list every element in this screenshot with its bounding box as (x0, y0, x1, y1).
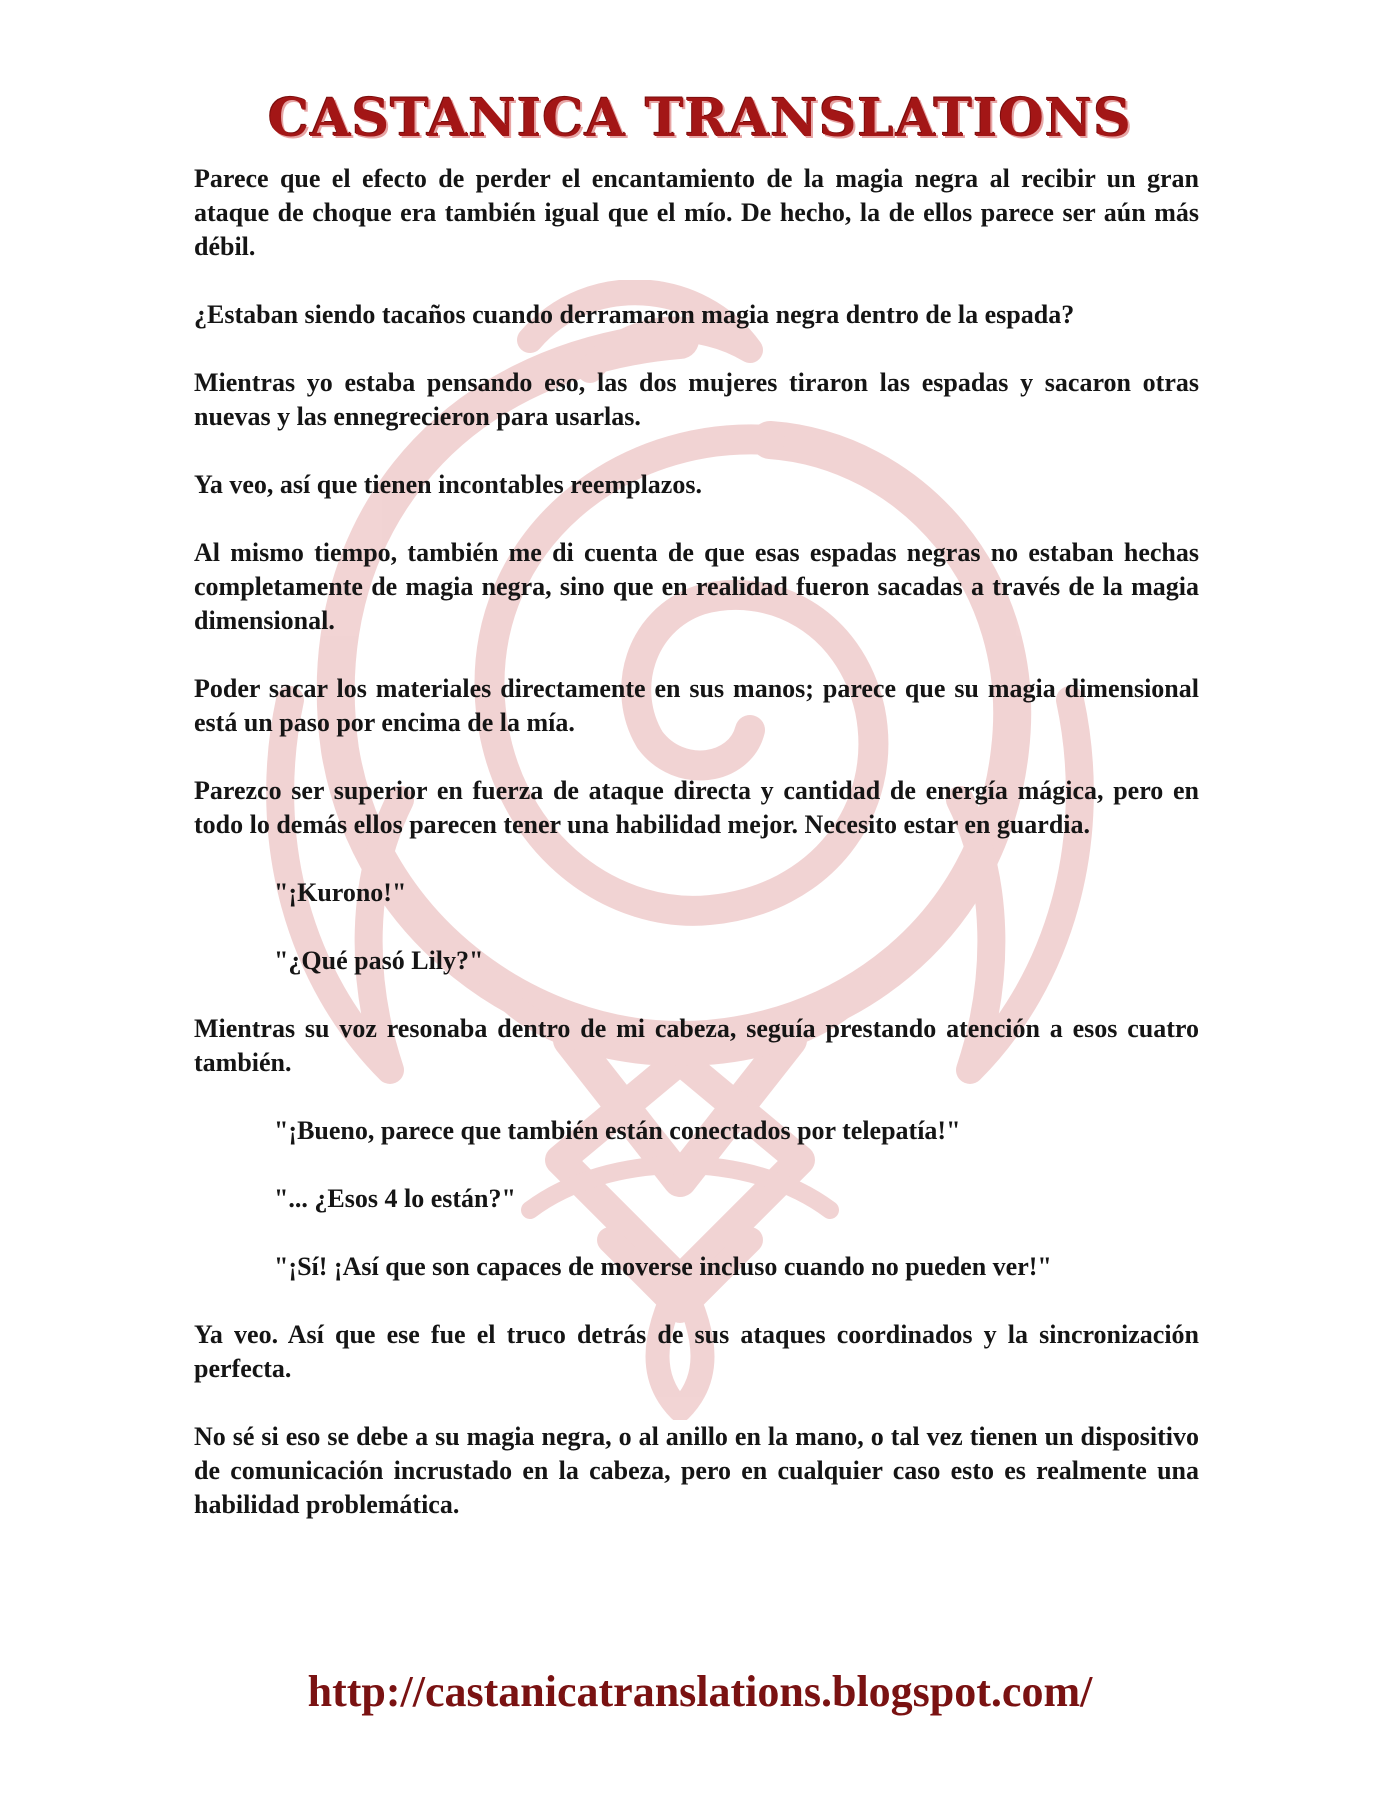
dialogue-line-4: "... ¿Esos 4 lo están?" (274, 1184, 516, 1213)
paragraph-10: No sé si eso se debe a su magia negra, o al anillo en la mano, o tal vez tienen un dispositivo de comunicación incrustado en la cabeza, pero en cualquier caso esto es realmente una habilidad problemática. (194, 1422, 1199, 1519)
paragraph-9: Ya veo. Así que ese fue el truco detrás de sus ataques coordinados y la sincronización perfecta. (194, 1320, 1199, 1383)
dialogue-line-5: "¡Sí! ¡Así que son capaces de moverse incluso cuando no pueden ver!" (274, 1252, 1052, 1281)
dialogue-line-3: "¡Bueno, parece que también están conectados por telepatía!" (274, 1116, 961, 1145)
paragraph-6: Poder sacar los materiales directamente en sus manos; parece que su magia dimensional está un paso por encima de la mía. (194, 674, 1199, 737)
footer-blog-link[interactable]: http://castanicatranslations.blogspot.com/ (307, 1667, 1093, 1716)
paragraph-8: Mientras su voz resonaba dentro de mi cabeza, seguía prestando atención a esos cuatro también. (194, 1014, 1199, 1077)
paragraph-3: Mientras yo estaba pensando eso, las dos mujeres tiraron las espadas y sacaron otras nuevas y las ennegrecieron para usarlas. (194, 368, 1199, 431)
paragraph-2: ¿Estaban siendo tacaños cuando derramaron magia negra dentro de la espada? (194, 300, 1075, 329)
paragraph-5: Al mismo tiempo, también me di cuenta de que esas espadas negras no estaban hechas completamente de magia negra, sino que en realidad fueron sacadas a través de la magia dimensional. (194, 538, 1199, 635)
dialogue-line-1: "¡Kurono!" (274, 878, 407, 907)
document-body (194, 162, 1199, 1556)
paragraph-1: Parece que el efecto de perder el encantamiento de la magia negra al recibir un gran ataque de choque era también igual que el mío. De hecho, la de ellos parece ser aún más débil. (194, 164, 1199, 261)
paragraph-7: Parezco ser superior en fuerza de ataque directa y cantidad de energía mágica, pero en todo lo demás ellos parecen tener una habilidad mejor. Necesito estar en guardia. (194, 776, 1199, 839)
paragraph-4: Ya veo, así que tienen incontables reemplazos. (194, 470, 702, 499)
dialogue-line-2: "¿Qué pasó Lily?" (274, 946, 484, 975)
page-title: CASTANICA TRANSLATIONS (268, 88, 1132, 149)
